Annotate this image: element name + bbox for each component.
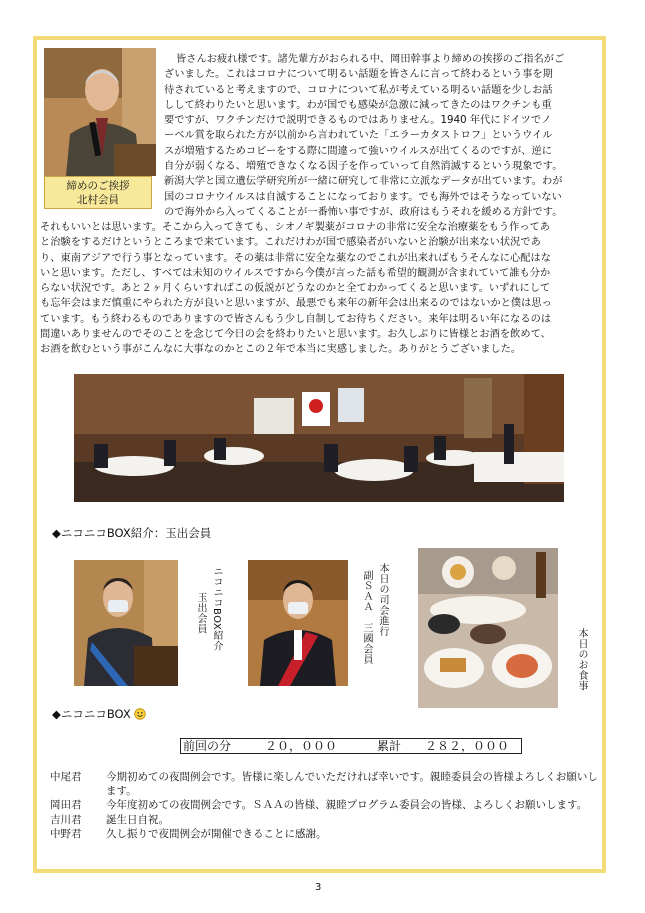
- speech-line: お酒を飲むという事がこんなに大事なのかとこの２年で本当に実感しました。ありがとうございました。: [40, 344, 522, 356]
- niconico-vertical-caption-1: ニコニコBOX紹介: [211, 566, 222, 652]
- note-name: 中野君: [50, 827, 82, 840]
- niconico-speaker-photo: [74, 560, 178, 686]
- niconico-notes: [50, 770, 610, 841]
- speech-line: それもいいとは思います。そこから入ってきても、シオノギ製薬がコロナの非常に安全な治療薬をもう作ってあ: [40, 222, 551, 233]
- tally-previous-amount: ２０，０００: [265, 739, 338, 753]
- speech-line: ーベル賞を取られた方が以前から言われていた「エラーカタストロフ」というウイル: [164, 130, 553, 142]
- niconico-intro-heading: ◆ニコニコBOX紹介：玉出会員: [52, 526, 212, 540]
- speech-line: しして終わりたいと思います。わが国でも感染が急激に減ってきたのはワクチンも重: [164, 99, 552, 111]
- speech-line: ざいました。これはコロナについて明るい話題を皆さんに言って終わるという事を期: [164, 69, 553, 81]
- saa-vertical-caption-2: 副ＳＡＡ 三國会員: [361, 570, 372, 665]
- tally-previous-label: 前回の分: [183, 739, 232, 753]
- caption-line-2: 北村会員: [77, 194, 119, 206]
- note-name: 吉川君: [50, 813, 82, 826]
- niconico-heading: [52, 706, 146, 722]
- niconico-heading-text: ◆ニコニコBOX: [52, 707, 131, 721]
- note-text: 今年度初めての夜間例会です。ＳＡＡの皆様、親睦プログラム委員会の皆様、よろしくお願いします。: [106, 799, 588, 812]
- note-text: 今期初めての夜間例会です。皆様に楽しんでいただければ幸いです。親睦委員会の皆様よろしくお願いします。: [106, 771, 598, 798]
- note-row: [50, 827, 610, 841]
- note-row: [50, 813, 610, 827]
- meal-photo: [418, 548, 558, 708]
- speech-line: 新潟大学と国立遺伝学研究所が一緒に研究して非常に立派なデータが出ています。わが: [164, 176, 563, 188]
- speaker-caption: [44, 176, 152, 209]
- saa-photo: [248, 560, 348, 686]
- banquet-hall-photo: [74, 374, 564, 502]
- note-text: 久し振りで夜間例会が開催できることに感謝。: [106, 827, 327, 840]
- page-number: 3: [315, 882, 322, 893]
- speech-line: いと思います。ただし、すべては未知のウイルスですから今僕が言った話も希望的観測が含まれていて誰も分か: [40, 267, 551, 279]
- meal-vertical-caption: 本日のお食事: [576, 628, 587, 691]
- note-row: [50, 798, 610, 812]
- note-name: 中尾君: [50, 771, 82, 783]
- note-row: [50, 770, 610, 798]
- saa-vertical-caption-1: 本日の司会進行: [377, 563, 388, 637]
- speech-line: ています。もう終わるものでありますので皆さんもう少し自制してお待ちください。来年は明るい年になるのは: [40, 313, 552, 325]
- speech-line: 自分が弱くなる、増殖できなくなる因子を作っていって自然消滅するという現象です。: [164, 161, 563, 173]
- speech-line: スが増殖するためコピーをする際に間違って強いウイルスが出てくるのですが、逆に: [164, 145, 553, 157]
- note-text: 誕生日自祝。: [106, 813, 169, 826]
- speech-line: 皆さんお疲れ様です。諸先輩方がおられる中、岡田幹事より締めの挨拶のご指名がご: [176, 54, 565, 65]
- speech-intro: [164, 52, 599, 220]
- niconico-vertical-caption-2: 玉出会員: [195, 592, 206, 634]
- speech-line: 要ですが、ワクチンだけで説明できるものではありません。1940 年代にドイツでノ: [164, 115, 552, 127]
- caption-line-1: 締めのご挨拶: [66, 180, 130, 192]
- speech-continued: [40, 220, 602, 358]
- speech-line: ので海外から入ってくることが一番怖い事ですが、政府はもうそれを緩める方針です。: [164, 206, 563, 218]
- speech-line: も忘年会はまだ慎重にやられた方が良いと思いますが、最悪でも来年の新年会は出来るのではないかと僕は思っ: [40, 298, 552, 310]
- smiley-icon: [134, 708, 146, 720]
- speech-line: らない状況です。あと２ヶ月くらいすればこの仮説がどうなのかと全てわかってくると思います。いずれにして: [40, 283, 551, 295]
- note-name: 岡田君: [50, 799, 82, 812]
- speech-line: と治験をするだけというところまで来ています。これだけわが国で感染者がいないと治験が出来ない状況であ: [40, 237, 541, 249]
- tally-total-label: 累計: [377, 739, 402, 753]
- speech-line: 国のコロナウイルスは自滅することになっております。でも海外ではそうなっていない: [164, 191, 562, 203]
- speaker-photo: [44, 48, 156, 176]
- tally-total-amount: ２８２，０００: [425, 739, 510, 753]
- speech-line: 間違いありませんのでそのことを念じて今日の会を終わりたいと思います。お久しぶりに皆様とお酒を飲めて、: [40, 329, 551, 341]
- speech-line: り、東南アジアで行う事となっています。その薬は非常に安全な薬なのでこれが出来ればもうそんなに心配はな: [40, 252, 551, 264]
- speech-line: 待されていると考えますので、コロナについて私が考えている明るい話題を少しお話: [164, 84, 553, 96]
- niconico-tally: [180, 738, 522, 754]
